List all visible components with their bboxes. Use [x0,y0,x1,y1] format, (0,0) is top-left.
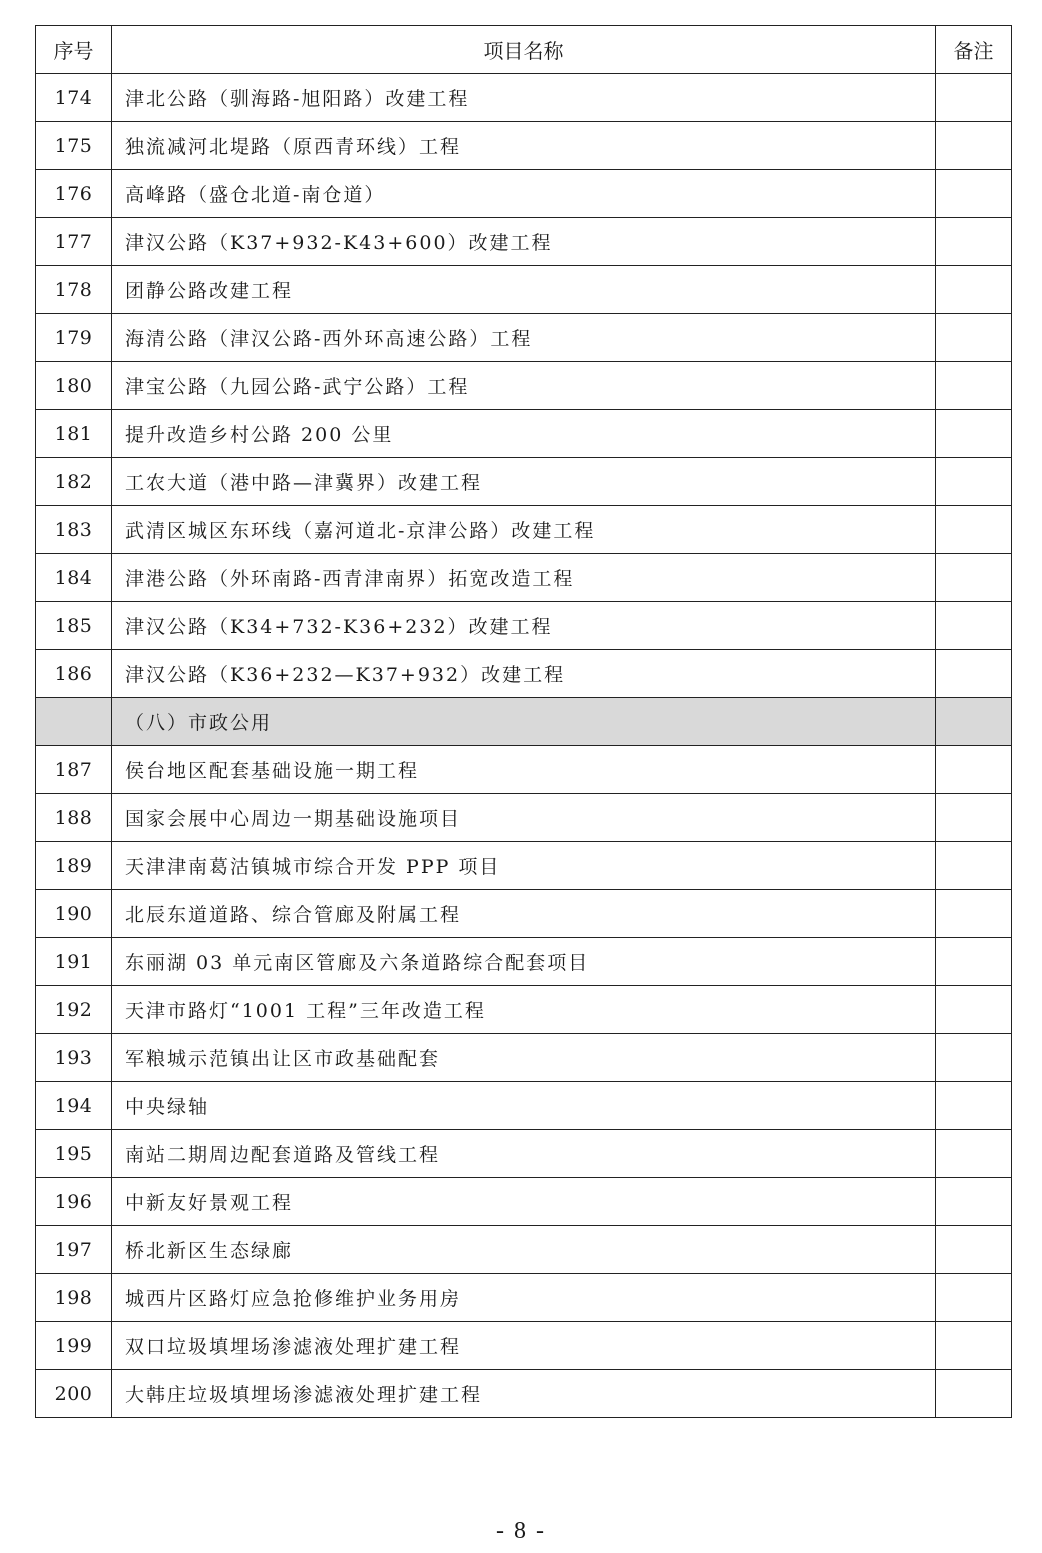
table-row [36,602,1012,650]
table-row [36,842,1012,890]
table-row [36,74,1012,122]
row-remark [936,1130,1012,1178]
table-row [36,362,1012,410]
row-project-name: 中新友好景观工程 [112,1178,936,1226]
row-seq: 189 [36,842,112,890]
row-project-name: （八）市政公用 [112,698,936,746]
table-row [36,1034,1012,1082]
project-table [35,25,1012,1418]
row-remark [936,1034,1012,1082]
row-seq: 174 [36,74,112,122]
table-row [36,650,1012,698]
row-remark [936,362,1012,410]
row-remark [936,1178,1012,1226]
row-remark [936,1322,1012,1370]
row-project-name: 提升改造乡村公路 200 公里 [112,410,936,458]
table-row [36,1226,1012,1274]
row-project-name: 天津津南葛沽镇城市综合开发 PPP 项目 [112,842,936,890]
row-seq: 176 [36,170,112,218]
table-row [36,1370,1012,1418]
row-project-name: 津汉公路（K34+732-K36+232）改建工程 [112,602,936,650]
row-remark [936,122,1012,170]
row-seq: 184 [36,554,112,602]
row-remark [936,986,1012,1034]
row-seq: 199 [36,1322,112,1370]
row-seq: 188 [36,794,112,842]
row-seq: 180 [36,362,112,410]
row-remark [936,1370,1012,1418]
row-project-name: 武清区城区东环线（嘉河道北-京津公路）改建工程 [112,506,936,554]
row-project-name: 津汉公路（K36+232—K37+932）改建工程 [112,650,936,698]
row-project-name: 团静公路改建工程 [112,266,936,314]
page-number: - 8 - [496,1518,546,1544]
row-project-name: 高峰路（盛仓北道-南仓道） [112,170,936,218]
row-remark [936,410,1012,458]
row-project-name: 双口垃圾填埋场渗滤液处理扩建工程 [112,1322,936,1370]
table-row [36,122,1012,170]
table-header-row [36,26,1012,74]
row-remark [936,1226,1012,1274]
row-remark [936,314,1012,362]
row-project-name: 侯台地区配套基础设施一期工程 [112,746,936,794]
row-remark [936,842,1012,890]
row-seq: 190 [36,890,112,938]
row-remark [936,218,1012,266]
row-seq: 198 [36,1274,112,1322]
row-seq: 187 [36,746,112,794]
row-remark [936,506,1012,554]
row-remark [936,890,1012,938]
row-project-name: 大韩庄垃圾填埋场渗滤液处理扩建工程 [112,1370,936,1418]
row-seq: 194 [36,1082,112,1130]
header-seq: 序号 [36,26,112,74]
table-row [36,218,1012,266]
row-seq: 192 [36,986,112,1034]
row-remark [936,458,1012,506]
row-remark [936,650,1012,698]
table-row [36,794,1012,842]
row-project-name: 南站二期周边配套道路及管线工程 [112,1130,936,1178]
table-row [36,1322,1012,1370]
row-project-name: 海清公路（津汉公路-西外环高速公路）工程 [112,314,936,362]
table-row [36,458,1012,506]
row-project-name: 国家会展中心周边一期基础设施项目 [112,794,936,842]
row-remark [936,1274,1012,1322]
row-project-name: 工农大道（港中路—津冀界）改建工程 [112,458,936,506]
row-seq: 196 [36,1178,112,1226]
row-project-name: 中央绿轴 [112,1082,936,1130]
row-seq [36,698,112,746]
table-row [36,1178,1012,1226]
table-row [36,1082,1012,1130]
row-seq: 177 [36,218,112,266]
row-seq: 182 [36,458,112,506]
row-remark [936,602,1012,650]
section-header-row [36,698,1012,746]
table-row [36,170,1012,218]
row-seq: 175 [36,122,112,170]
row-seq: 181 [36,410,112,458]
table-row [36,746,1012,794]
row-project-name: 天津市路灯“1001 工程”三年改造工程 [112,986,936,1034]
row-project-name: 东丽湖 03 单元南区管廊及六条道路综合配套项目 [112,938,936,986]
row-seq: 191 [36,938,112,986]
table-row [36,314,1012,362]
row-remark [936,698,1012,746]
row-seq: 193 [36,1034,112,1082]
row-seq: 200 [36,1370,112,1418]
row-remark [936,746,1012,794]
row-seq: 185 [36,602,112,650]
table-row [36,1130,1012,1178]
row-project-name: 独流减河北堤路（原西青环线）工程 [112,122,936,170]
table-body [36,74,1012,1418]
row-remark [936,794,1012,842]
table-row [36,938,1012,986]
header-remark: 备注 [936,26,1012,74]
row-seq: 195 [36,1130,112,1178]
header-project-name: 项目名称 [112,26,936,74]
row-remark [936,1082,1012,1130]
row-project-name: 桥北新区生态绿廊 [112,1226,936,1274]
row-remark [936,554,1012,602]
row-project-name: 城西片区路灯应急抢修维护业务用房 [112,1274,936,1322]
row-project-name: 津北公路（驯海路-旭阳路）改建工程 [112,74,936,122]
row-seq: 197 [36,1226,112,1274]
table-row [36,410,1012,458]
row-seq: 186 [36,650,112,698]
row-project-name: 津汉公路（K37+932-K43+600）改建工程 [112,218,936,266]
table-row [36,986,1012,1034]
row-remark [936,938,1012,986]
table-row [36,554,1012,602]
table-row [36,890,1012,938]
row-seq: 179 [36,314,112,362]
table-row [36,506,1012,554]
row-seq: 183 [36,506,112,554]
row-remark [936,170,1012,218]
row-project-name: 军粮城示范镇出让区市政基础配套 [112,1034,936,1082]
row-remark [936,266,1012,314]
table-row [36,1274,1012,1322]
row-project-name: 北辰东道道路、综合管廊及附属工程 [112,890,936,938]
row-project-name: 津宝公路（九园公路-武宁公路）工程 [112,362,936,410]
table-row [36,266,1012,314]
row-remark [936,74,1012,122]
row-project-name: 津港公路（外环南路-西青津南界）拓宽改造工程 [112,554,936,602]
row-seq: 178 [36,266,112,314]
